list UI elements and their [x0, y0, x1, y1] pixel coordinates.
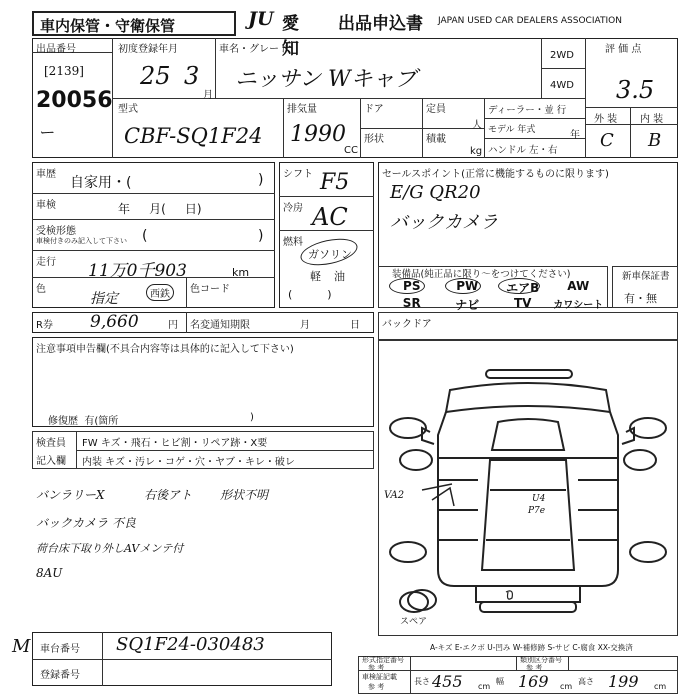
storage-badge: [32, 11, 236, 36]
equip-sr: SR: [402, 296, 421, 310]
color-value: 指定: [90, 291, 118, 307]
check-mark: M: [12, 636, 31, 657]
association-name: JAPAN USED CAR DEALERS ASSOCIATION: [438, 16, 622, 26]
form-label: 受検形態: [36, 226, 76, 237]
drive-2wd: 2WD: [550, 50, 574, 61]
rear-label: バックドア: [382, 319, 432, 330]
form-note: 車検付きのみ記入して下さい: [36, 237, 127, 245]
mark-u4: U4: [532, 494, 546, 504]
history-label: 車歴: [36, 169, 56, 180]
capacity-label: 定員: [426, 104, 446, 115]
car-name: ニッサン Wキャブ: [235, 67, 417, 92]
dimension-label: 車検証記載: [362, 673, 397, 681]
reg-year: 25: [140, 62, 171, 90]
model-label: 型式: [118, 104, 138, 115]
note-4: バックカメラ 不良: [36, 516, 136, 530]
length-value: 455: [432, 672, 463, 691]
door-label: ドア: [364, 104, 384, 115]
lot-dash: ー: [38, 123, 55, 142]
color-circled: 西鉄: [146, 284, 174, 301]
width-label: 幅: [496, 677, 504, 686]
color-code-label: 色コード: [190, 284, 230, 295]
shape-label: 形状: [364, 134, 384, 145]
fuel-oil: 油: [334, 270, 345, 283]
drive-4wd: 4WD: [550, 80, 574, 91]
equip-navi: ナビ: [455, 298, 480, 312]
grade-value: 3.5: [616, 76, 655, 104]
type-number-label: 形式指定番号: [362, 656, 404, 664]
class-number-label: 類別区分番号: [520, 656, 562, 664]
damage-legend: A-キズ E-エクボ U-凹み W-補修跡 S-サビ C-腐食 XX-交換済: [430, 643, 633, 652]
equipment-label: 装備品(純正品に限り〜をつけてください): [392, 269, 571, 280]
history-value: 自家用・(: [70, 175, 132, 191]
org-name: 愛知: [282, 14, 299, 59]
fuel-label: 燃料: [283, 237, 303, 248]
equip-pw: PW: [456, 279, 479, 293]
name-change-month: 月: [300, 320, 310, 331]
equip-aw: AW: [567, 279, 590, 293]
form-value: (: [142, 228, 148, 244]
form-close: ): [258, 228, 264, 244]
model-value: CBF-SQ1F24: [124, 124, 263, 148]
lot-small-number: [2139]: [44, 64, 84, 78]
repair-history: 修復歴 有(箇所: [48, 416, 119, 427]
mileage-label: 走行: [36, 257, 56, 268]
note-2: 右後アト: [144, 488, 193, 502]
car-diagram: [378, 340, 678, 636]
name-change-day: 日: [350, 320, 360, 331]
grade-label: 評 価 点: [605, 44, 642, 55]
warranty-label: 新車保証書: [622, 271, 670, 282]
repair-close: ): [250, 412, 254, 423]
inspector-fw: FW キズ・飛石・ヒビ割・リペア跡・X要: [82, 438, 268, 449]
ju-logo-text: JU: [248, 8, 274, 30]
spare-label: スペア: [400, 617, 428, 627]
shift-label: シフト: [283, 169, 313, 180]
color-label: 色: [36, 284, 46, 295]
shaken-value: 年 月( 日): [118, 202, 202, 216]
mark-p7e: P7e: [528, 506, 546, 516]
ac-value: AC: [312, 203, 348, 231]
fuel-light: 軽: [310, 270, 321, 283]
equip-tv: TV: [514, 296, 532, 310]
displacement-label: 排気量: [287, 104, 317, 115]
reg-month-unit: 月: [203, 90, 213, 101]
height-unit: cm: [654, 682, 667, 691]
note-5: 荷台床下取り外しAVメンテ付: [36, 542, 184, 555]
length-label: 長さ: [414, 677, 430, 686]
equip-airbag: エアB: [506, 281, 540, 295]
capacity-unit: 人: [472, 120, 482, 131]
equip-pw-circle: [445, 278, 481, 294]
dealer-label: ディーラー・並 行: [488, 105, 567, 116]
inspector-label-2: 記入欄: [36, 456, 66, 467]
note-3: 形状不明: [220, 488, 269, 502]
equip-ps-circle: [389, 278, 425, 294]
inspector-interior: 内装 キズ・汚レ・コゲ・穴・ヤブ・キレ・破レ: [82, 457, 295, 468]
width-unit: cm: [560, 682, 573, 691]
fuel-paren: ( ): [288, 288, 332, 301]
displacement-unit: CC: [344, 145, 358, 156]
chassis-label: 車台番号: [40, 644, 80, 655]
note-6: 8AU: [36, 566, 63, 580]
shift-value: F5: [320, 170, 350, 195]
fuel-gasoline: ガソリン: [308, 248, 352, 261]
model-year-label: モデル 年式: [488, 125, 536, 135]
exterior-grade: C: [600, 130, 614, 151]
sales-label: セールスポイント(正常に機能するものに限ります): [382, 169, 609, 180]
mileage-unit: km: [232, 266, 250, 279]
form-title: 出品申込書: [338, 14, 423, 34]
lot-number: 20056: [36, 88, 113, 113]
mileage-value: 11万0千903: [88, 261, 187, 281]
history-close: ): [258, 172, 264, 188]
notes-label: 注意事項申告欄(不具合内容等は具体的に記入して下さい): [36, 344, 294, 355]
height-label: 高さ: [578, 677, 594, 686]
exterior-label: 外 装: [594, 114, 618, 125]
equip-seat: カワシート: [553, 300, 604, 311]
chassis-number: SQ1F24-030483: [116, 634, 265, 655]
model-year-unit: 年: [570, 130, 580, 141]
displacement-value: 1990: [290, 122, 346, 147]
type-number-sub: 参 考: [368, 664, 385, 672]
width-value: 169: [518, 672, 549, 691]
mark-va2: VA2: [384, 490, 405, 501]
height-value: 199: [608, 672, 639, 691]
recycle-label: R券: [36, 320, 53, 331]
recycle-unit: 円: [168, 320, 178, 331]
dimension-sub: 参 考: [368, 683, 385, 691]
interior-label: 内 装: [640, 114, 664, 125]
note-1: バンラリーX: [36, 488, 105, 502]
load-label: 積載: [426, 134, 446, 145]
load-unit: kg: [470, 146, 483, 157]
class-number-sub: 参 考: [526, 664, 543, 672]
interior-grade: B: [648, 130, 662, 151]
recycle-value: 9,660: [90, 312, 139, 332]
equip-ps: PS: [403, 279, 421, 293]
first-reg-label: 初度登録年月: [118, 44, 178, 55]
sales-point-1: E/G QR20: [390, 182, 481, 203]
handle-label: ハンドル 左・右: [488, 145, 558, 156]
length-unit: cm: [478, 682, 491, 691]
warranty-value: 有・無: [624, 292, 657, 305]
sales-point-2: バックカメラ: [390, 212, 498, 233]
name-change-label: 名変通知期限: [190, 320, 250, 331]
lot-label: 出品番号: [36, 44, 76, 55]
ac-label: 冷房: [283, 203, 303, 214]
shaken-label: 車検: [36, 200, 56, 211]
inspector-label-1: 検査員: [36, 438, 66, 449]
registration-label: 登録番号: [40, 670, 80, 681]
storage-label: 車内保管・守衛保管: [40, 17, 176, 35]
car-name-label: 車名・グレード: [219, 44, 289, 55]
equip-airbag-circle: [498, 278, 540, 294]
reg-month: 3: [184, 62, 200, 90]
